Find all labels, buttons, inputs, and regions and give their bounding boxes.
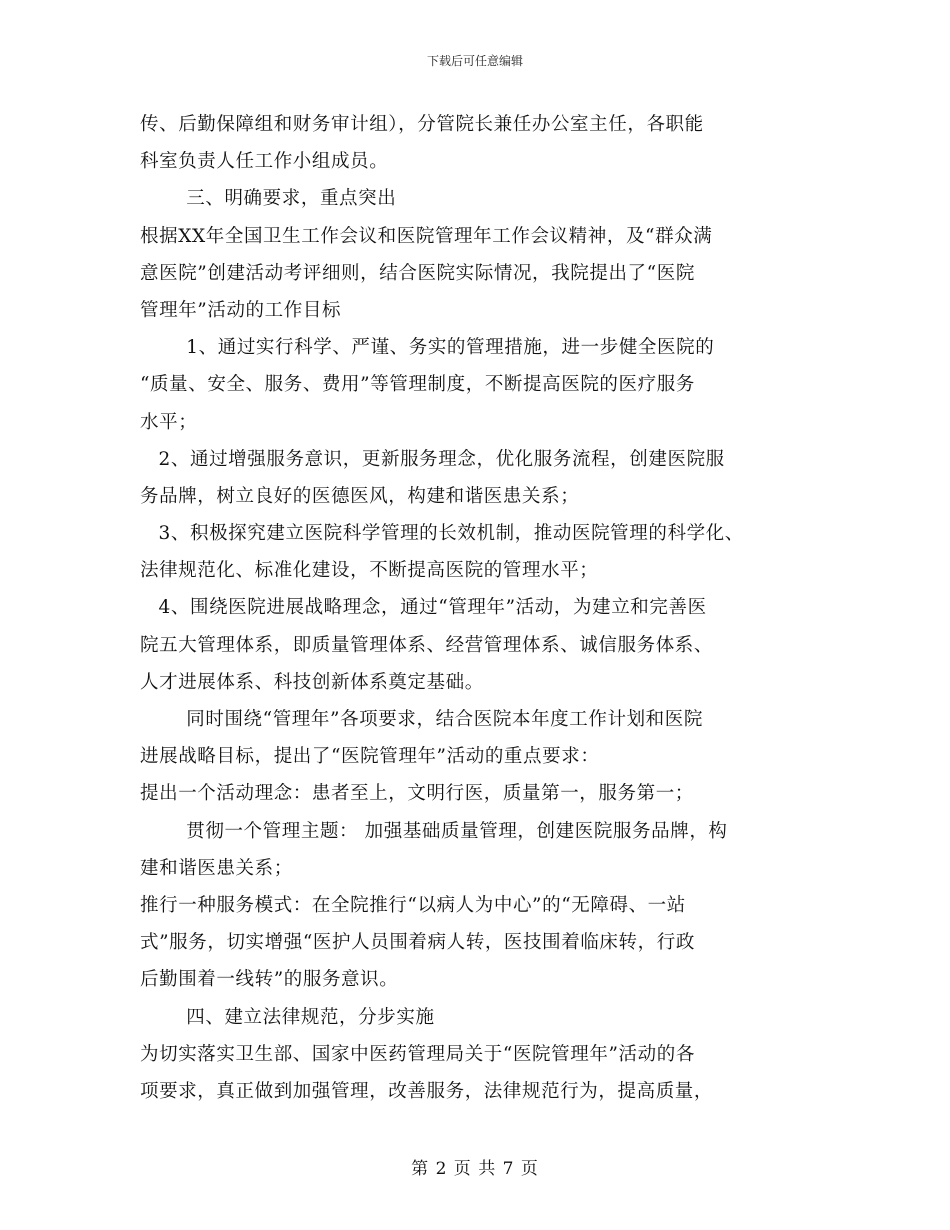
page-footer: 第 2 页 共 7 页 <box>411 1159 539 1179</box>
text-line: 进展战略目标，提出了“医院管理年”活动的重点要求： <box>140 746 600 768</box>
text-line: 管理年”活动的工作目标 <box>140 299 342 321</box>
text-line: 2、通过增强服务意识，更新服务理念，优化服务流程，创建医院服 <box>158 448 725 470</box>
text-line: 四、建立法律规范，分步实施 <box>186 1006 435 1028</box>
text-line: 后勤围着一线转”的服务意识。 <box>140 969 399 991</box>
text-line: 根据XX年全国卫生工作会议和医院管理年工作会议精神，及“群众满 <box>140 225 713 247</box>
page-header: 下载后可任意编辑 <box>426 54 523 68</box>
text-line: 项要求，真正做到加强管理，改善服务，法律规范行为，提高质量， <box>140 1080 714 1102</box>
text-line: 1、通过实行科学、严谨、务实的管理措施，进一步健全医院的 <box>186 337 715 359</box>
text-line: 同时围绕“管理年”各项要求，结合医院本年度工作计划和医院 <box>186 709 703 730</box>
text-line: 3、积极探究建立医院科学管理的长效机制，推动医院管理的科学化、 <box>158 523 744 545</box>
text-line: 科室负责人任工作小组成员。 <box>140 151 389 173</box>
text-line: 意医院”创建活动考评细则，结合医院实际情况，我院提出了“医院 <box>140 262 695 284</box>
text-line: “质量、安全、服务、费用”等管理制度，不断提高医院的医疗服务 <box>140 374 695 396</box>
text-line: 人才进展体系、科技创新体系奠定基础。 <box>140 671 484 693</box>
text-line: 为切实落实卫生部、国家中医药管理局关于“医院管理年”活动的各 <box>140 1043 695 1065</box>
text-line: 贯彻一个管理主题： 加强基础质量管理，创建医院服务品牌，构 <box>186 820 728 842</box>
text-line: 院五大管理体系，即质量管理体系、经营管理体系、诚信服务体系、 <box>140 634 714 656</box>
document-body <box>140 106 830 1110</box>
text-line: 务品牌，树立良好的医德医风，构建和谐医患关系； <box>140 485 580 507</box>
text-line: 提出一个活动理念：患者至上，文明行医，质量第一，服务第一； <box>140 783 694 805</box>
text-line: 4、围绕医院进展战略理念，通过“管理年”活动，为建立和完善医 <box>158 597 707 619</box>
text-line: 推行一种服务模式：在全院推行“以病人为中心”的“无障碍、一站 <box>140 894 686 916</box>
text-line: 三、明确要求，重点突出 <box>186 188 397 210</box>
text-line: 法律规范化、标准化建设，不断提高医院的管理水平； <box>140 560 599 582</box>
text-line: 建和谐医患关系； <box>140 857 293 879</box>
text-line: 水平； <box>140 411 198 433</box>
text-line: 式”服务，切实增强“医护人员围着病人转，医技围着临床转，行政 <box>140 932 695 954</box>
text-line: 传、后勤保障组和财务审计组），分管院长兼任办公室主任，各职能 <box>140 114 704 135</box>
